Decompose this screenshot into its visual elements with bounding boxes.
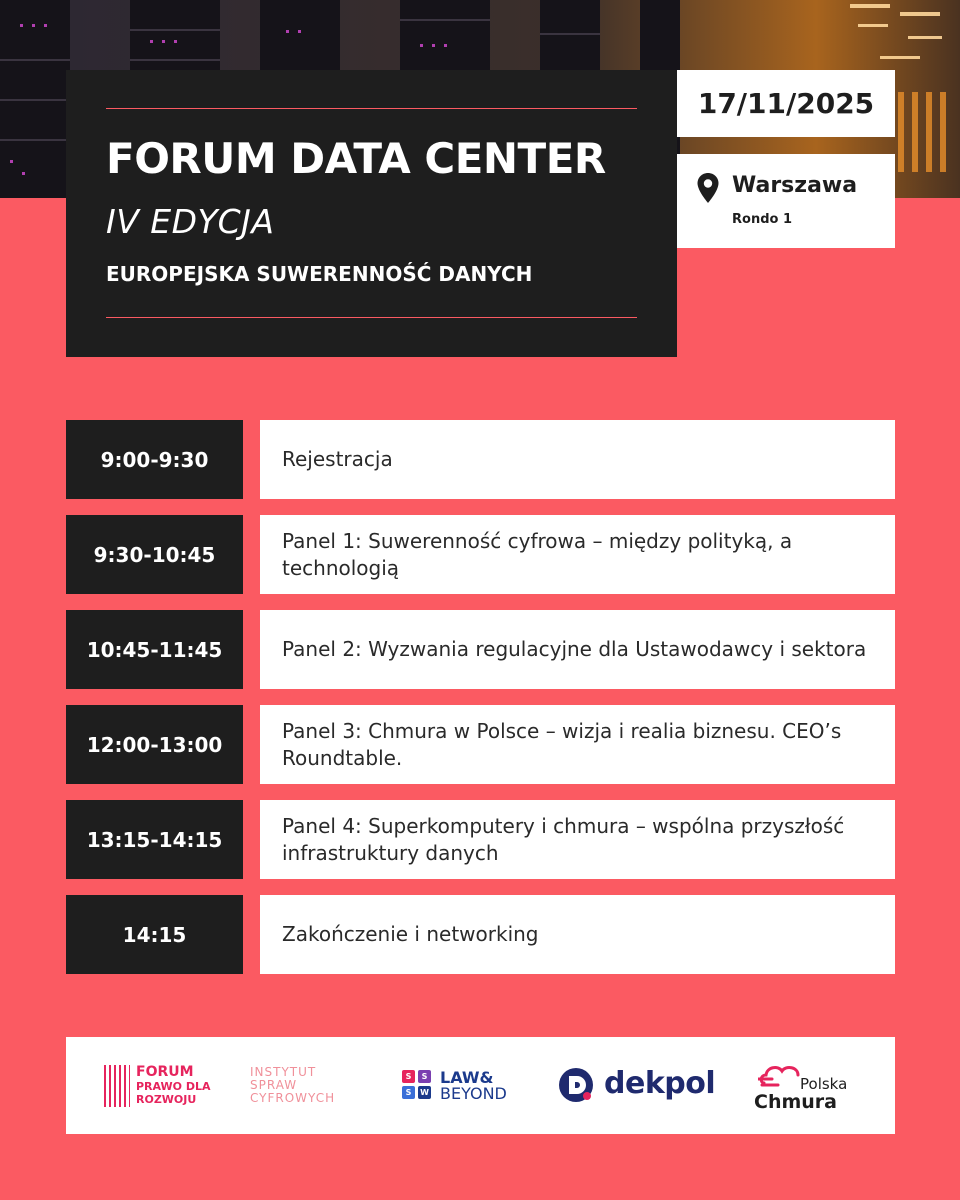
agenda-time: 9:30-10:45: [66, 515, 243, 594]
instytut-logo-line1: INSTYTUT: [250, 1065, 317, 1079]
agenda-time: 13:15-14:15: [66, 800, 243, 879]
agenda-row: [66, 705, 895, 784]
map-pin-icon: [696, 172, 720, 204]
agenda-row: [66, 515, 895, 594]
event-date-box: [677, 70, 895, 137]
dekpol-logo: [558, 1037, 716, 1134]
divider-top: [106, 108, 637, 109]
agenda-topic: Panel 4: Superkomputery i chmura – wspólna przyszłość infrastruktury danych: [260, 800, 895, 879]
law-beyond-line1: LAW&: [440, 1068, 494, 1087]
agenda-topic: Rejestracja: [260, 420, 895, 499]
instytut-logo-line2: SPRAW: [250, 1078, 298, 1092]
location-city: Warszawa: [732, 173, 858, 198]
forum-logo-line3: ROZWOJU: [136, 1093, 197, 1106]
event-title-card: [66, 70, 677, 357]
agenda-row: [66, 895, 895, 974]
forum-logo-line2: PRAWO DLA: [136, 1080, 211, 1093]
forum-prawo-dla-rozwoju-logo: [104, 1037, 214, 1134]
agenda-time: 14:15: [66, 895, 243, 974]
law-beyond-line2: BEYOND: [440, 1084, 507, 1103]
agenda-row: [66, 610, 895, 689]
law-and-beyond-logo: [402, 1037, 522, 1134]
dekpol-name: dekpol: [604, 1066, 716, 1101]
instytut-logo-line3: CYFROWYCH: [250, 1091, 336, 1105]
polska-chmura-line2: Chmura: [754, 1091, 837, 1113]
divider-bottom: [106, 317, 637, 318]
event-subtitle: EUROPEJSKA SUWERENNOŚĆ DANYCH: [106, 262, 533, 286]
event-name: FORUM DATA CENTER: [106, 134, 606, 183]
dekpol-mark-icon: [558, 1067, 594, 1103]
agenda-time: 10:45-11:45: [66, 610, 243, 689]
agenda-row: [66, 800, 895, 879]
agenda-time: 12:00-13:00: [66, 705, 243, 784]
event-location-box: [677, 154, 895, 248]
agenda-topic: Panel 2: Wyzwania regulacyjne dla Ustawodawcy i sektora: [260, 610, 895, 689]
instytut-spraw-cyfrowych-logo: [250, 1037, 362, 1134]
agenda-topic: Panel 3: Chmura w Polsce – wizja i realia biznesu. CEO’s Roundtable.: [260, 705, 895, 784]
partners-bar: [66, 1037, 895, 1134]
forum-bars-icon: [104, 1065, 130, 1107]
agenda-time: 9:00-9:30: [66, 420, 243, 499]
agenda-topic: Panel 1: Suwerenność cyfrowa – między polityką, a technologią: [260, 515, 895, 594]
agenda-row: [66, 420, 895, 499]
polska-chmura-logo: [754, 1037, 859, 1134]
agenda-topic: Zakończenie i networking: [260, 895, 895, 974]
law-beyond-squares-icon: S S S W: [402, 1070, 432, 1100]
event-edition: IV EDYCJA: [106, 202, 275, 241]
forum-logo-line1: FORUM: [136, 1064, 194, 1080]
event-date: 17/11/2025: [697, 87, 875, 120]
location-address: Rondo 1: [732, 212, 793, 227]
polska-chmura-line1: Polska: [800, 1075, 848, 1093]
